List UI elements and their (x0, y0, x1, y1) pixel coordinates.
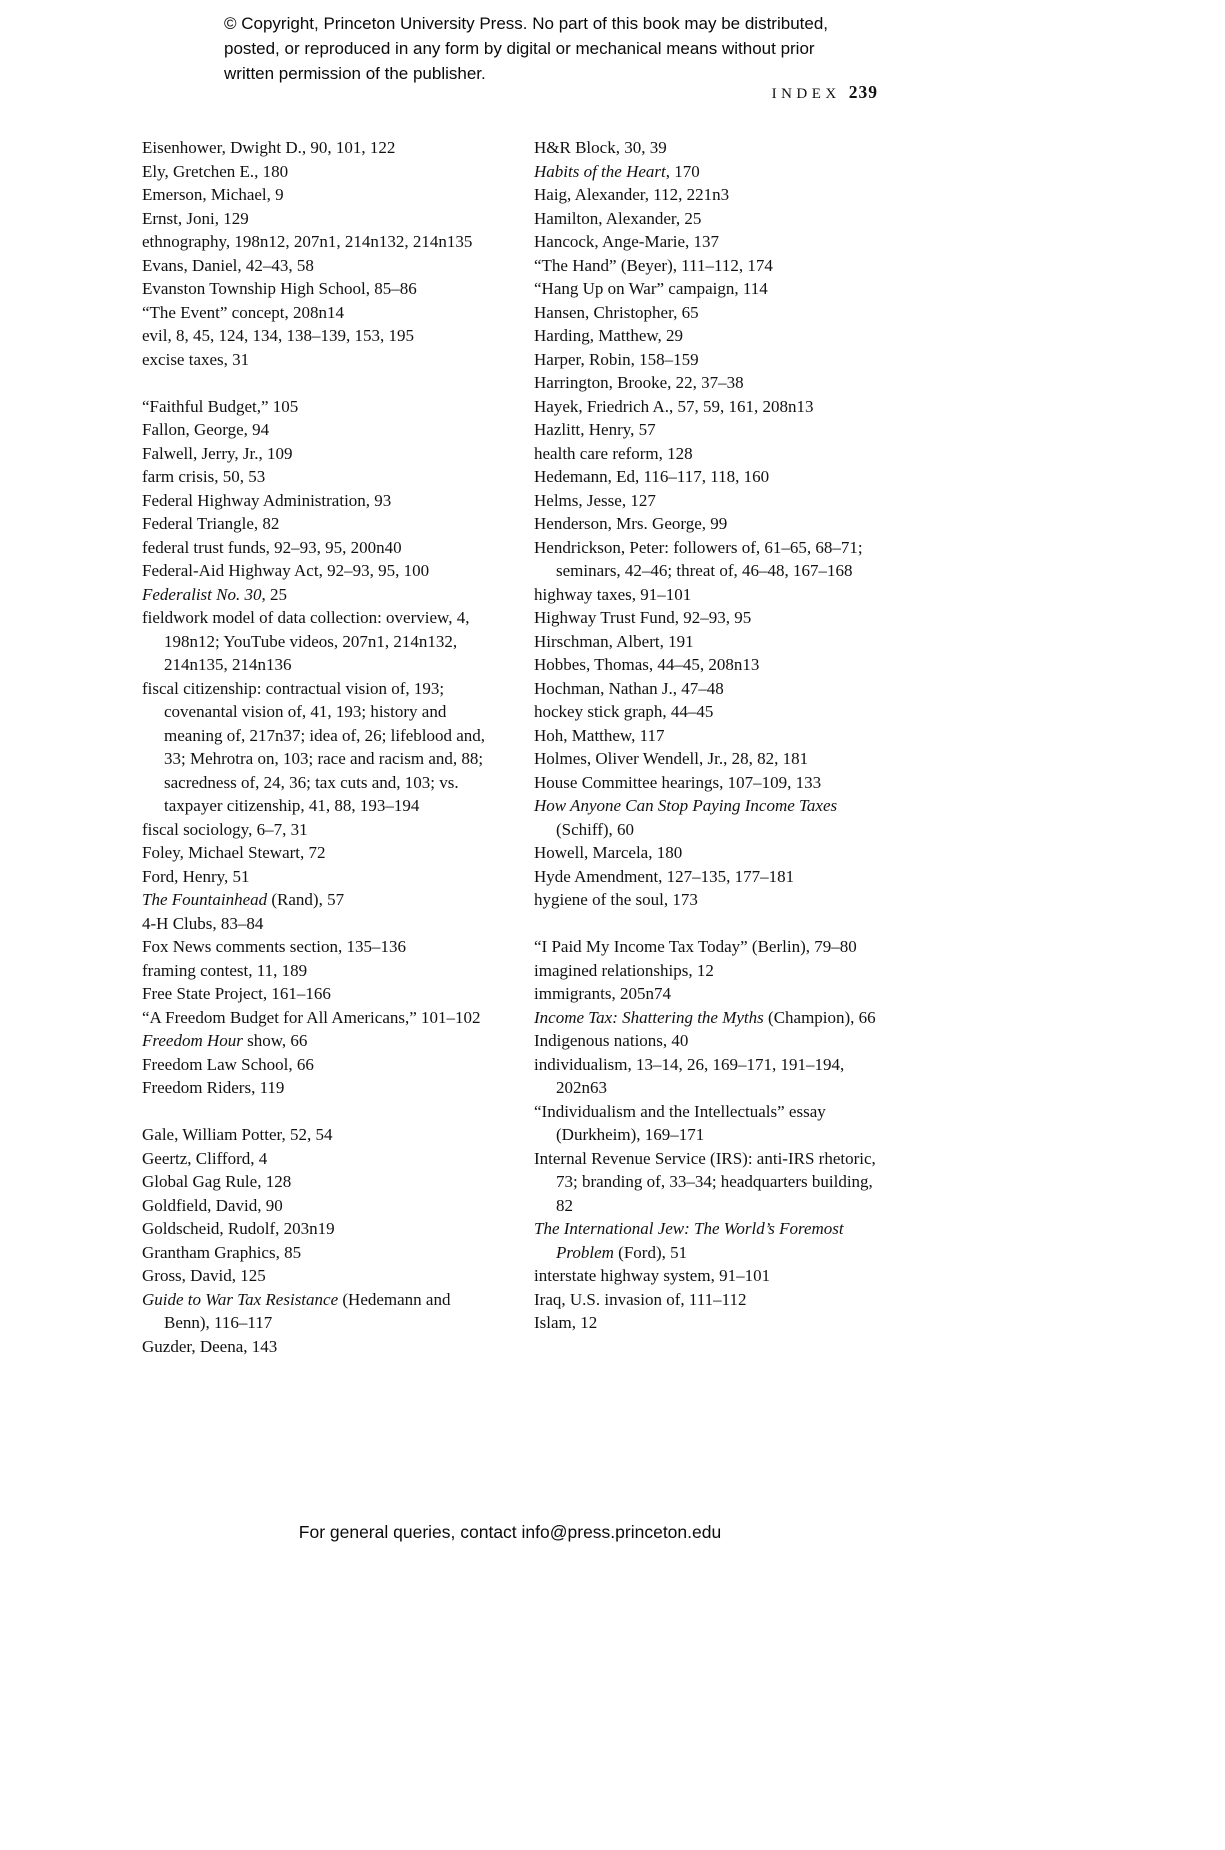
index-entry: Ford, Henry, 51 (142, 866, 250, 886)
index-entry: Highway Trust Fund, 92–93, 95 (534, 608, 752, 627)
index-entry: Hazlitt, Henry, 57 (534, 420, 656, 439)
index-entry: Holmes, Oliver Wendell, Jr., 28, 82, 181 (534, 749, 809, 768)
index-entry: “Hang Up on War” campaign, 114 (534, 279, 768, 298)
index-entry: “I Paid My Income Tax Today” (Berlin), 79–80 (534, 937, 857, 956)
index-entry: Eisenhower, Dwight D., 90, 101, 122 (142, 138, 396, 157)
index-entry: immigrants, 205n74 (534, 984, 671, 1003)
index-columns (142, 136, 882, 1358)
index-entry: Federal Highway Administration, 93 (142, 490, 392, 510)
index-entry: Federalist No. 30, 25 (142, 584, 287, 604)
index-entry: Ely, Gretchen E., 180 (142, 161, 289, 181)
index-entry: fiscal sociology, 6–7, 31 (142, 819, 308, 839)
index-entry: Indigenous nations, 40 (534, 1031, 689, 1050)
index-entry: Henderson, Mrs. George, 99 (534, 514, 728, 533)
page-number: 239 (848, 82, 878, 102)
index-entry: highway taxes, 91–101 (534, 584, 692, 604)
index-entry: Hayek, Friedrich A., 57, 59, 161, 208n13 (534, 396, 814, 416)
index-entry: Federal-Aid Highway Act, 92–93, 95, 100 (142, 561, 430, 580)
index-entry: Harrington, Brooke, 22, 37–38 (534, 373, 744, 392)
index-entry: Hamilton, Alexander, 25 (534, 208, 702, 228)
index-entry: Fallon, George, 94 (142, 420, 270, 439)
index-entry: health care reform, 128 (534, 443, 693, 463)
index-entry: Emerson, Michael, 9 (142, 185, 284, 204)
index-entry: interstate highway system, 91–101 (534, 1266, 771, 1285)
index-entry: Hendrickson, Peter: followers of, 61–65, 68–71; seminars, 42–46; threat of, 46–48, 167–168 (534, 537, 863, 580)
index-entry: Internal Revenue Service (IRS): anti-IRS rhetoric, 73; branding of, 33–34; headquarters building, 82 (534, 1148, 876, 1215)
index-entry: Harding, Matthew, 29 (534, 326, 684, 345)
index-entry: 4-H Clubs, 83–84 (142, 913, 264, 933)
index-entry: federal trust funds, 92–93, 95, 200n40 (142, 537, 402, 557)
index-entry: Fox News comments section, 135–136 (142, 937, 406, 956)
index-entry: Hansen, Christopher, 65 (534, 302, 699, 322)
index-column-left (142, 136, 490, 1358)
index-entry: Federal Triangle, 82 (142, 514, 280, 533)
index-entry: Foley, Michael Stewart, 72 (142, 843, 326, 862)
index-entry: Global Gag Rule, 128 (142, 1172, 292, 1191)
index-group (142, 1123, 490, 1358)
index-entry: farm crisis, 50, 53 (142, 467, 266, 486)
index-entry: Evans, Daniel, 42–43, 58 (142, 255, 314, 275)
index-entry: hygiene of the soul, 173 (534, 890, 698, 909)
index-entry: Goldfield, David, 90 (142, 1195, 283, 1215)
index-entry: imagined relationships, 12 (534, 960, 714, 980)
index-entry: “Individualism and the Intellectuals” essay (Durkheim), 169–171 (534, 1101, 826, 1144)
index-entry: Freedom Riders, 119 (142, 1078, 285, 1097)
index-entry: Hancock, Ange-Marie, 137 (534, 232, 720, 251)
index-entry: Hedemann, Ed, 116–117, 118, 160 (534, 467, 770, 486)
index-entry: The Fountainhead (Rand), 57 (142, 890, 345, 909)
index-entry: Hobbes, Thomas, 44–45, 208n13 (534, 655, 760, 674)
index-entry: Gross, David, 125 (142, 1266, 266, 1285)
index-group (534, 136, 882, 912)
index-entry: Falwell, Jerry, Jr., 109 (142, 443, 293, 463)
index-entry: Haig, Alexander, 112, 221n3 (534, 185, 730, 204)
index-entry: Ernst, Joni, 129 (142, 208, 249, 228)
index-entry: Hoh, Matthew, 117 (534, 725, 665, 745)
index-entry: Guide to War Tax Resistance (Hedemann and Benn), 116–117 (142, 1289, 451, 1332)
index-entry: Hirschman, Albert, 191 (534, 631, 694, 651)
index-entry: Hyde Amendment, 127–135, 177–181 (534, 866, 795, 886)
index-entry: Hochman, Nathan J., 47–48 (534, 678, 724, 698)
index-entry: Guzder, Deena, 143 (142, 1336, 278, 1356)
index-entry: Habits of the Heart, 170 (534, 161, 700, 181)
index-column-right (534, 136, 882, 1358)
index-entry: fiscal citizenship: contractual vision of, 193; covenantal vision of, 41, 193; history and meaning of, 217n37; idea of, 26; lifeblood and, 33; Mehrotra on, 103; race and racism and, 88; sacredness of, 24, 36; tax cuts and, 103; vs. taxpayer citizenship, 41, 88, 193–194 (142, 678, 486, 815)
index-entry: Geertz, Clifford, 4 (142, 1148, 268, 1168)
index-entry: Grantham Graphics, 85 (142, 1242, 302, 1262)
index-entry: Iraq, U.S. invasion of, 111–112 (534, 1289, 747, 1309)
index-entry: Harper, Robin, 158–159 (534, 349, 699, 369)
footer-query-note: For general queries, contact info@press.princeton.edu (298, 1522, 722, 1542)
index-entry: “The Hand” (Beyer), 111–112, 174 (534, 255, 773, 275)
index-entry: Islam, 12 (534, 1313, 598, 1332)
index-entry: Gale, William Potter, 52, 54 (142, 1125, 333, 1144)
index-entry: Howell, Marcela, 180 (534, 843, 683, 862)
page-header (142, 82, 878, 103)
index-entry: The International Jew: The World’s Foremost Problem (Ford), 51 (534, 1219, 844, 1262)
index-entry: Freedom Law School, 66 (142, 1054, 314, 1074)
copyright-notice: © Copyright, Princeton University Press. No part of this book may be distributed, posted, or reproduced in any form by digital or mechanical means without prior written permission of the publisher. (224, 14, 829, 83)
index-entry: H&R Block, 30, 39 (534, 138, 667, 157)
index-entry: Freedom Hour show, 66 (142, 1031, 308, 1050)
index-entry: Income Tax: Shattering the Myths (Champion), 66 (534, 1007, 876, 1027)
index-entry: fieldwork model of data collection: overview, 4, 198n12; YouTube videos, 207n1, 214n132, 214n135, 214n136 (142, 608, 470, 674)
index-group (142, 136, 490, 371)
index-entry: Evanston Township High School, 85–86 (142, 279, 417, 298)
index-entry: framing contest, 11, 189 (142, 960, 308, 980)
index-entry: Goldscheid, Rudolf, 203n19 (142, 1219, 335, 1238)
index-entry: Free State Project, 161–166 (142, 984, 331, 1003)
index-entry: ethnography, 198n12, 207n1, 214n132, 214n135 (142, 232, 473, 251)
index-entry: excise taxes, 31 (142, 349, 250, 369)
index-entry: “A Freedom Budget for All Americans,” 101–102 (142, 1007, 481, 1027)
index-entry: hockey stick graph, 44–45 (534, 702, 714, 721)
index-entry: How Anyone Can Stop Paying Income Taxes (Schiff), 60 (534, 796, 838, 839)
index-entry: House Committee hearings, 107–109, 133 (534, 772, 822, 792)
index-group (534, 935, 882, 1335)
index-entry: “The Event” concept, 208n14 (142, 302, 345, 322)
index-group (142, 395, 490, 1100)
index-entry: Helms, Jesse, 127 (534, 490, 656, 510)
index-entry: individualism, 13–14, 26, 169–171, 191–194, 202n63 (534, 1054, 845, 1097)
index-heading: INDEX (771, 86, 841, 102)
index-entry: evil, 8, 45, 124, 134, 138–139, 153, 195 (142, 326, 414, 345)
index-entry: “Faithful Budget,” 105 (142, 396, 299, 416)
